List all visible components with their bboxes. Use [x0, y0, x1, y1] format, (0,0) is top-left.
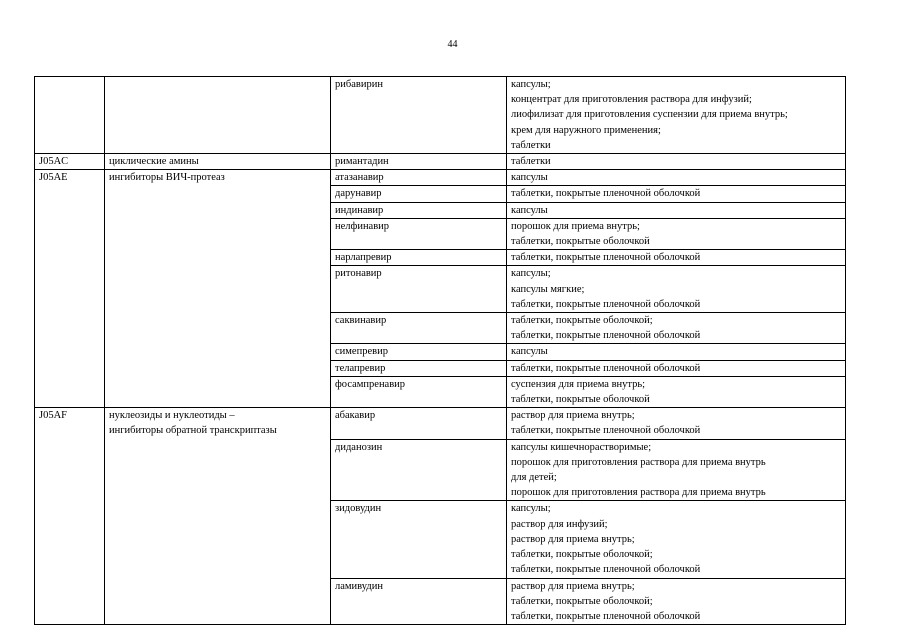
dosage-form-cell — [507, 376, 846, 407]
drug-name: саквинавир — [335, 315, 387, 327]
drug-name: зидовудин — [335, 503, 382, 515]
group-cell — [105, 77, 331, 154]
drug-name: ритонавир — [335, 268, 382, 280]
dosage-form: таблетки, покрытые оболочкой — [511, 236, 650, 248]
dosage-form: таблетки, покрытые оболочкой — [511, 394, 650, 406]
drug-name-cell — [331, 439, 507, 501]
drug-name: атазанавир — [335, 172, 384, 184]
drug-name-cell — [331, 266, 507, 313]
drug-name: абакавир — [335, 410, 376, 422]
dosage-form: капсулы; — [511, 503, 551, 515]
drug-name: симепревир — [335, 346, 388, 358]
dosage-form: лиофилизат для приготовления суспензии для приема внутрь; — [511, 109, 788, 121]
drug-name-cell — [331, 77, 507, 154]
dosage-form: таблетки, покрытые оболочкой; — [511, 315, 653, 327]
dosage-form: таблетки — [511, 156, 551, 168]
dosage-form: таблетки — [511, 139, 551, 151]
drug-name: нелфинавир — [335, 220, 390, 232]
dosage-form-cell — [507, 360, 846, 376]
dosage-form: таблетки, покрытые оболочкой; — [511, 595, 653, 607]
drug-name-cell — [331, 408, 507, 439]
dosage-form: таблетки, покрытые пленочной оболочкой — [511, 425, 701, 437]
drug-name-cell — [331, 202, 507, 218]
table-row — [35, 77, 846, 154]
dosage-form: таблетки, покрытые пленочной оболочкой — [511, 564, 701, 576]
dosage-form: таблетки, покрытые пленочной оболочкой — [511, 298, 701, 310]
drug-name-cell — [331, 344, 507, 360]
group-name: циклические амины — [109, 156, 199, 168]
dosage-form: капсулы — [511, 346, 548, 358]
dosage-form-cell — [507, 154, 846, 170]
drug-name-cell — [331, 313, 507, 344]
drug-table — [34, 76, 846, 625]
drug-name-cell — [331, 578, 507, 625]
drug-name: фосампренавир — [335, 378, 406, 390]
dosage-form: капсулы кишечнорастворимые; — [511, 441, 652, 453]
dosage-form: таблетки, покрытые пленочной оболочкой — [511, 188, 701, 200]
dosage-form: таблетки, покрытые пленочной оболочкой — [511, 330, 701, 342]
dosage-form: таблетки, покрытые пленочной оболочкой — [511, 252, 701, 264]
group-cell — [105, 154, 331, 170]
drug-name-cell — [331, 376, 507, 407]
drug-name: телапревир — [335, 362, 386, 374]
atc-code-cell — [35, 170, 105, 408]
dosage-form-cell — [507, 344, 846, 360]
drug-name-cell — [331, 501, 507, 578]
dosage-form: крем для наружного применения; — [511, 124, 661, 136]
dosage-form: капсулы; — [511, 268, 551, 280]
table-row — [35, 408, 846, 439]
page-number: 44 — [447, 39, 458, 50]
drug-name-cell — [331, 360, 507, 376]
dosage-form: раствор для приема внутрь; — [511, 580, 635, 592]
drug-name: рибавирин — [335, 79, 383, 90]
dosage-form: капсулы; — [511, 79, 551, 90]
group-name: ингибиторы обратной транскриптазы — [109, 425, 277, 437]
dosage-form-cell — [507, 202, 846, 218]
dosage-form: суспензия для приема внутрь; — [511, 378, 646, 390]
atc-code-cell — [35, 154, 105, 170]
dosage-form: таблетки, покрытые пленочной оболочкой — [511, 610, 701, 622]
dosage-form: таблетки, покрытые пленочной оболочкой — [511, 362, 701, 374]
dosage-form: капсулы — [511, 204, 548, 216]
table-row — [35, 154, 846, 170]
dosage-form-cell — [507, 408, 846, 439]
dosage-form-cell — [507, 186, 846, 202]
dosage-form: капсулы мягкие; — [511, 283, 585, 295]
dosage-form: концентрат для приготовления раствора для инфузий; — [511, 94, 752, 106]
drug-name: ламивудин — [335, 580, 383, 592]
drug-name: диданозин — [335, 441, 383, 453]
table-row — [35, 170, 846, 186]
drug-name-cell — [331, 218, 507, 249]
dosage-form: таблетки, покрытые оболочкой; — [511, 549, 653, 561]
dosage-form-cell — [507, 218, 846, 249]
atc-code: J05AF — [39, 410, 68, 422]
atc-code-cell — [35, 77, 105, 154]
dosage-form: раствор для инфузий; — [511, 518, 608, 530]
drug-name: римантадин — [335, 156, 389, 168]
dosage-form: раствор для приема внутрь; — [511, 533, 635, 545]
drug-name: индинавир — [335, 204, 384, 216]
drug-name: нарлапревир — [335, 252, 392, 264]
dosage-form-cell — [507, 250, 846, 266]
dosage-form-cell — [507, 439, 846, 501]
dosage-form: порошок для приема внутрь; — [511, 220, 640, 232]
group-name: ингибиторы ВИЧ-протеаз — [109, 172, 225, 184]
group-name: нуклеозиды и нуклеотиды – — [109, 410, 235, 422]
drug-name-cell — [331, 170, 507, 186]
dosage-form: порошок для приготовления раствора для приема внутрь — [511, 456, 766, 468]
dosage-form-cell — [507, 77, 846, 154]
dosage-form-cell — [507, 501, 846, 578]
dosage-form-cell — [507, 578, 846, 625]
dosage-form-cell — [507, 266, 846, 313]
dosage-form-cell — [507, 313, 846, 344]
drug-name: дарунавир — [335, 188, 382, 200]
drug-name-cell — [331, 250, 507, 266]
drug-name-cell — [331, 154, 507, 170]
dosage-form-cell — [507, 170, 846, 186]
group-cell — [105, 408, 331, 625]
atc-code-cell — [35, 408, 105, 625]
group-cell — [105, 170, 331, 408]
dosage-form: капсулы — [511, 172, 548, 184]
atc-code: J05AE — [39, 172, 68, 184]
dosage-form: порошок для приготовления раствора для приема внутрь — [511, 487, 766, 499]
dosage-form: раствор для приема внутрь; — [511, 410, 635, 422]
drug-name-cell — [331, 186, 507, 202]
atc-code: J05AC — [39, 156, 69, 168]
dosage-form: для детей; — [511, 472, 557, 484]
